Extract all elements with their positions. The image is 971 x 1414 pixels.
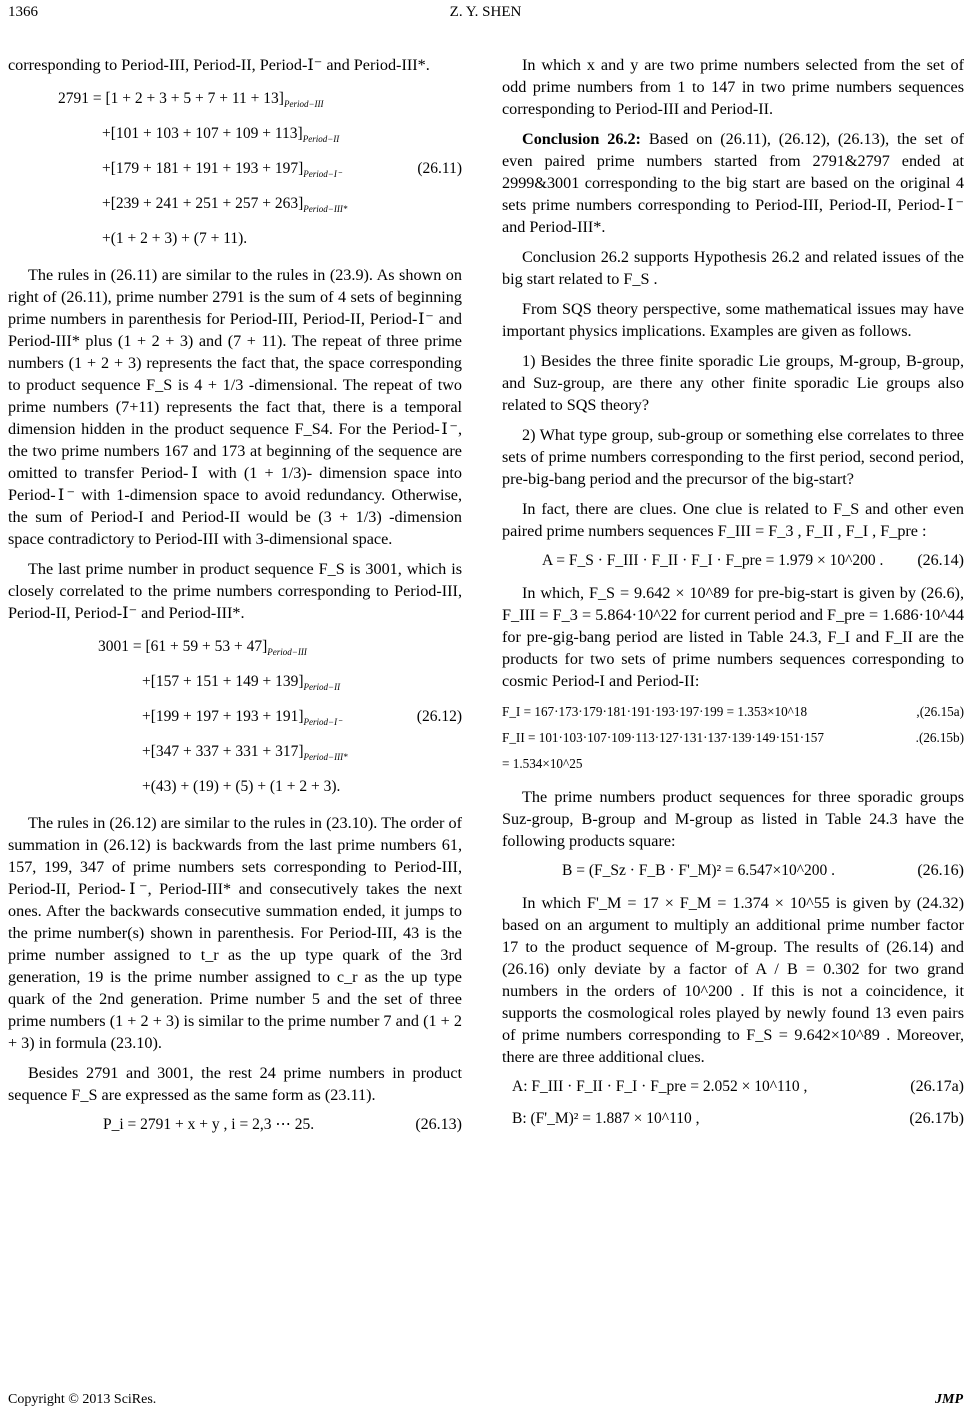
equation-label: (26.17b) [909,1110,964,1127]
copyright-notice: Copyright © 2013 SciRes. [8,1392,157,1407]
equation-line: $+[101 + 103 + 107 + 109 + 113]_{Period-II}$ [102,125,340,144]
equation-line: $+[157 + 151 + 149 + 139]_{Period-II}$ [142,673,341,692]
equation-line: +(43) + (19) + (5) + (1 + 2 + 3). [142,778,341,795]
equation-body: = 1.534×10^25 [502,756,583,771]
equation-line: $+[199 + 197 + 193 + 191]_{Period-I^-}$ [142,708,342,727]
equation-26-14 [502,550,964,572]
equation-label: (26.16) [917,862,964,879]
paragraph: Conclusion 26.2: Based on (26.11), (26.12), (26.13), the set of even paired prime numbers started from 2791&2797 ended at 2999&3001 corresponding to the big start are based on the original 4 sets prime numbers corresponding to Period-III, Period-II, Period-Ⅰ⁻ and Period-III*. [502,130,964,236]
equation-line: +(1 + 2 + 3) + (7 + 11). [102,230,248,247]
paragraph: Conclusion 26.2 supports Hypothesis 26.2 and related issues of the big start related to F_S . [502,248,964,288]
equation-line: $+[347 + 337 + 331 + 317]_{Period-III*}$ [142,743,348,762]
equation-26-16 [502,860,964,882]
paragraph: The prime numbers product sequences for three sporadic groups Suz-group, B-group and M-group as listed in Table 24.3 have the following products square: [502,788,964,850]
paragraph: 2) What type group, sub-group or something else correlates to three sets of prime numbers corresponding to the first period, second period, pre-big-bang period and the precursor of the big-start? [502,426,964,488]
equation-26-15a [502,700,964,724]
paragraph: In which F'_M = 17 × F_M = 1.374 × 10^55 is given by (24.32) based on an argument to multiply an additional prime number factor 17 to the product sequence of M-group. The results of (26.14) and (26.16) only deviate by a factor of A / B = 0.302 for two grand numbers in the orders of 10^200 . If this is not a coincidence, it supports the cosmological roles played by newly found 13 even pairs of prime numbers corresponding to F_S = 9.642×10^89 . Moreover, there are three additional clues. [502,894,964,1066]
left-column [8,54,462,1146]
equation-line: $2791 = [1 + 2 + 3 + 5 + 7 + 11 + 13]_{Period-III}$ [58,90,324,109]
equation-label: (26.12) [416,708,462,725]
equation-label: (26.17a) [910,1078,964,1095]
equation-26-13 [8,1114,462,1136]
equation-label: (26.13) [415,1116,462,1133]
equation-body: B: (F'_M)² = 1.887 × 10^110 , [512,1110,700,1127]
equation-26-11 [8,84,462,254]
equation-line: $+[179 + 181 + 191 + 193 + 197]_{Period-I^-}$ [102,160,342,179]
page-number: 1366 [8,4,38,20]
paragraph: The last prime number in product sequence F_S is 3001, which is closely correlated to the prime numbers corresponding to Period-III, Period-II, Period-Ⅰ⁻ and Period-III*. [8,560,462,622]
equation-line: $+[239 + 241 + 251 + 257 + 263]_{Period-III*}$ [102,195,348,214]
equation-body: F_II = 101·103·107·109·113·127·131·137·139·149·151·157 [502,730,824,745]
paragraph: 1) Besides the three finite sporadic Lie groups, M-group, B-group, and Suz-group, are there any other finite sporadic Lie groups also related to SQS theory? [502,352,964,414]
equation-26-17b [502,1108,964,1130]
equation-body: B = (F_Sz · F_B · F'_M)² = 6.547×10^200 . [562,862,836,879]
conclusion-heading: Conclusion 26.2: [522,130,641,148]
paragraph: corresponding to Period-III, Period-II, Period-Ⅰ⁻ and Period-III*. [8,56,430,74]
equation-body: F_I = 167·173·179·181·191·193·197·199 = 1.353×10^18 [502,704,808,719]
equation-26-15b [502,726,964,750]
equation-body: P_i = 2791 + x + y , i = 2,3 ⋯ 25. [103,1116,315,1133]
equation-label: .(26.15b) [915,730,964,745]
paragraph: In which, F_S = 9.642 × 10^89 for pre-big-start is given by (26.6), F_III = F_3 = 5.864·10^22 for current period and F_pre = 1.686·10^44 for pre-gig-bang period are listed in Table 24.3, F_I and F_II are the products for two sets of prime numbers sequences corresponding to cosmic Period-I and Period-II: [502,584,964,690]
equation-body: A: F_III · F_II · F_I · F_pre = 2.052 × 10^110 , [512,1078,808,1095]
equation-line: $3001 = [61 + 59 + 53 + 47]_{Period-III}$ [98,638,307,657]
paragraph: Besides 2791 and 3001, the rest 24 prime numbers in product sequence F_S are expressed as the same form as (23.11). [8,1064,462,1104]
running-head: Z. Y. SHEN [449,4,522,20]
paragraph: From SQS theory perspective, some mathematical issues may have important physics implications. Examples are given as follows. [502,300,964,340]
paragraph: In which x and y are two prime numbers selected from the set of odd prime numbers from 1 to 147 in two prime numbers sequences corresponding to Period-III and Period-II. [502,56,964,118]
equation-26-17a [502,1076,964,1098]
paragraph: The rules in (26.11) are similar to the rules in (23.9). As shown on right of (26.11), prime number 2791 is the sum of 4 sets of beginning prime numbers in parenthesis for Period-III, Period-II, Period-Ⅰ⁻ and Period-III* plus (1 + 2 + 3) and (7 + 11). The repeat of three prime numbers (1 + 2 + 3) represents the fact that, the space corresponding to product sequence F_S is 4 + 1/3 -dimensional. The repeat of two prime numbers (7+11) represents the fact that, there is a temporal dimension hidden in the product sequence F_S4. For the Period-Ⅰ⁻, the two prime numbers 167 and 173 at beginning of the sequence are omitted to transfer Period-Ⅰ with (1 + 1/3)- dimension space into Period-Ⅰ⁻ with 1-dimension space to avoid redundancy. Otherwise, the sum of Period-I and Period-II would be (3 + 1/3) -dimension space contradictory to Period-III with 3-dimensional space. [8,266,462,548]
journal-name: JMP [935,1392,963,1407]
equation-label: (26.11) [417,160,462,177]
equation-body: A = F_S · F_III · F_II · F_I · F_pre = 1.979 × 10^200 . [542,552,884,569]
equation-26-12 [8,632,462,802]
equation-label: ,(26.15a) [916,704,964,719]
paragraph: In fact, there are clues. One clue is related to F_S and other even paired prime numbers sequences F_III = F_3 , F_II , F_I , F_pre : [502,500,964,540]
equation-26-15b-cont [502,752,964,776]
right-column [502,54,964,1140]
paragraph: The rules in (26.12) are similar to the rules in (23.10). The order of summation in (26.12) is backwards from the last prime numbers 61, 157, 199, 347 of prime numbers sets corresponding to Period-III, Period-II, Period-Ⅰ⁻, Period-III* and consecutively takes the next ones. After the backwards consecutive summation ended, it jumps to the prime number(s) shown in parenthesis. For Period-III, 43 is the prime number assigned to t_r as the up type quark of the 3rd generation, 19 is the prime number assigned to c_r as the up type quark of the 2nd generation. Prime number 5 and the set of three prime numbers (1 + 2 + 3) is similar to the prime number 7 and (1 + 2 + 3) in formula (23.10). [8,814,462,1052]
equation-label: (26.14) [917,552,964,569]
